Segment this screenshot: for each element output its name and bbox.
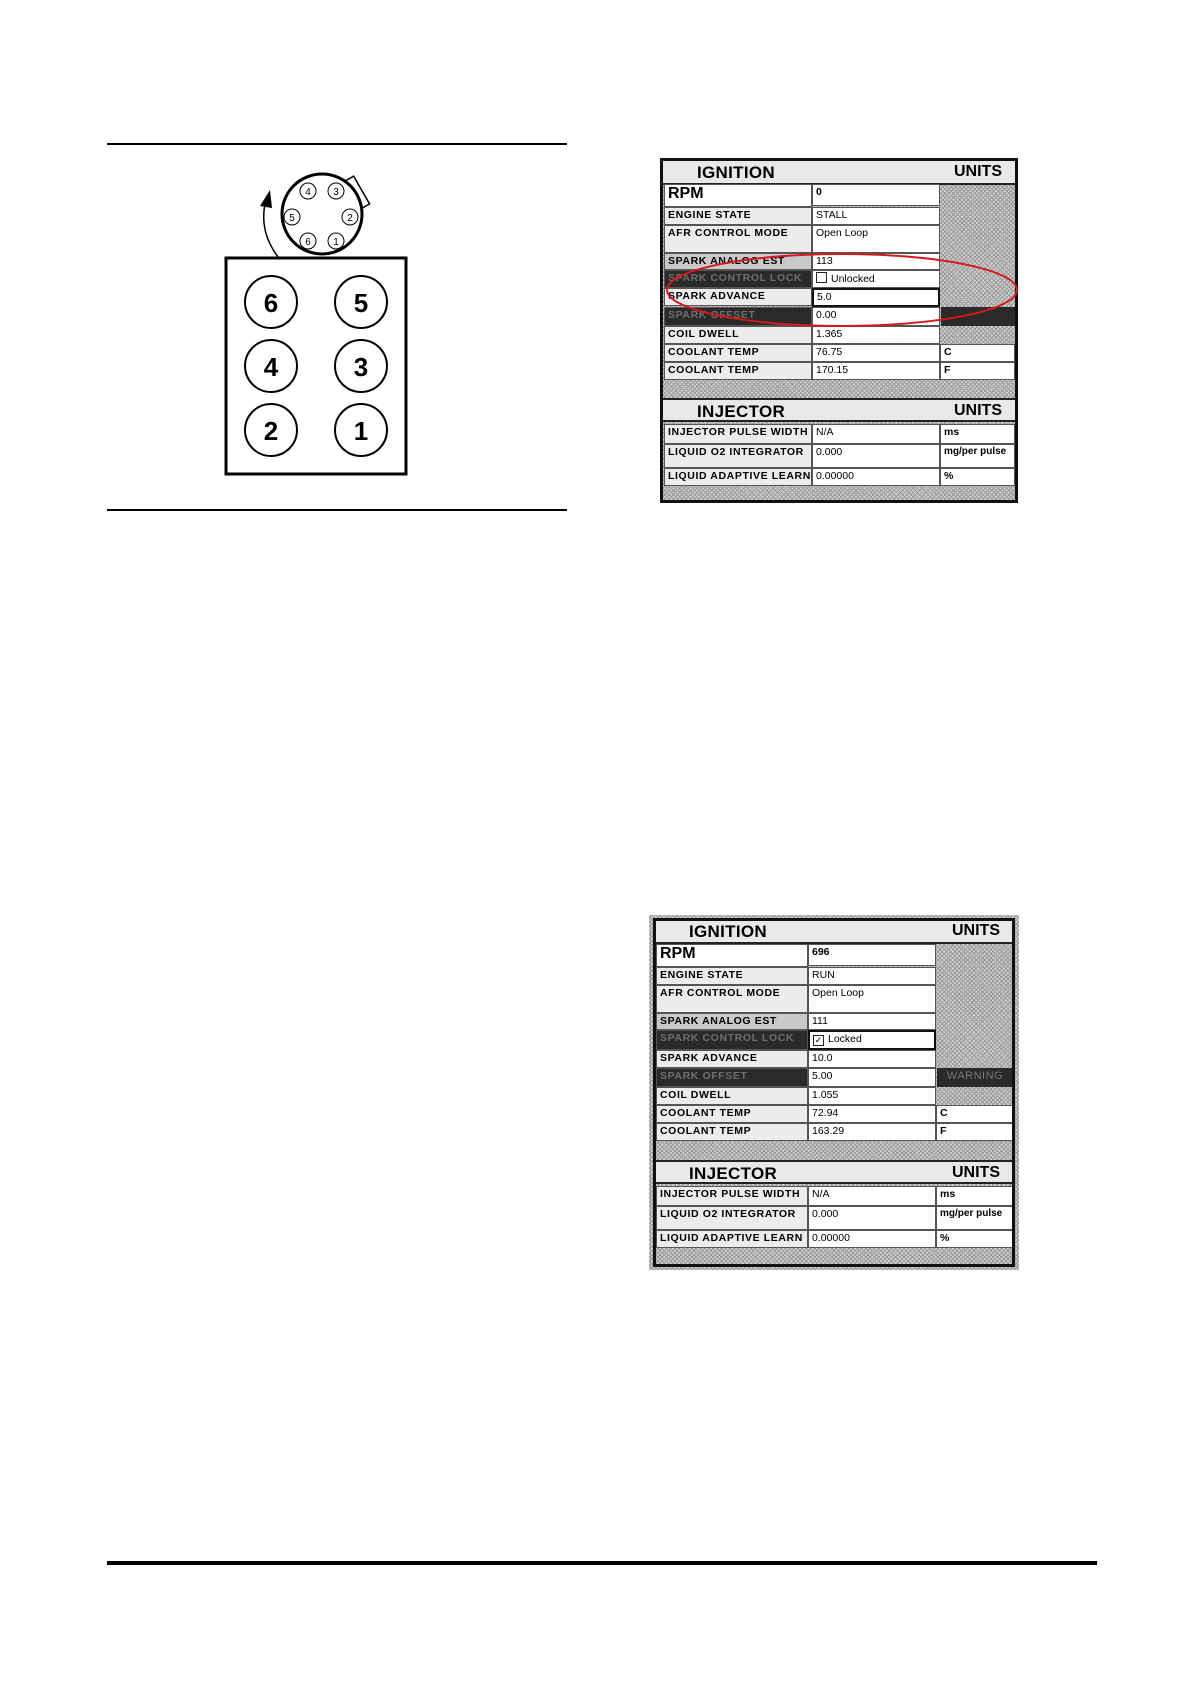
coolant-temp-f-unit: F bbox=[940, 362, 1015, 380]
coil-dwell-label: COIL DWELL bbox=[656, 1087, 808, 1105]
engine-state-value: STALL bbox=[812, 207, 940, 225]
top-rule-left bbox=[107, 143, 567, 145]
cylinder-label: 6 bbox=[263, 288, 279, 318]
coolant-temp-c-label: COOLANT TEMP bbox=[656, 1105, 808, 1123]
cylinder-label: 1 bbox=[353, 416, 369, 446]
spark-advance-label: SPARK ADVANCE bbox=[664, 288, 812, 306]
coil-dwell-label: COIL DWELL bbox=[664, 326, 812, 344]
cylinder-label: 4 bbox=[263, 352, 279, 382]
units-title: UNITS bbox=[952, 922, 1000, 939]
spark-advance-value[interactable]: 10.0 bbox=[808, 1050, 936, 1068]
lock-state-text: Unlocked bbox=[831, 273, 875, 285]
injector-units-title: UNITS bbox=[952, 1164, 1000, 1181]
coolant-temp-f-value: 170.15 bbox=[812, 362, 940, 380]
rpm-label: RPM bbox=[664, 184, 812, 207]
terminal-label: 3 bbox=[333, 187, 339, 198]
rpm-label: RPM bbox=[656, 944, 808, 967]
panel-border bbox=[653, 918, 1015, 1267]
injector-title: INJECTOR bbox=[689, 1164, 778, 1183]
panel-border bbox=[660, 158, 1018, 503]
afr-control-mode-label: AFR CONTROL MODE bbox=[664, 225, 812, 253]
ignition-title: IGNITION bbox=[689, 922, 767, 941]
coolant-temp-f-unit: F bbox=[936, 1123, 1013, 1141]
coil-dwell-value: 1.055 bbox=[808, 1087, 936, 1105]
liquid-adaptive-learn-value: 0.00000 bbox=[808, 1230, 936, 1248]
cylinder-label: 5 bbox=[353, 288, 369, 318]
terminal-label: 1 bbox=[333, 237, 339, 248]
page-footer-rule bbox=[107, 1561, 1097, 1565]
liquid-adaptive-learn-label: LIQUID ADAPTIVE LEARN bbox=[664, 468, 812, 486]
injector-units-title: UNITS bbox=[954, 402, 1002, 419]
spark-control-lock-label: SPARK CONTROL LOCK bbox=[664, 270, 812, 288]
afr-control-mode-value: Open Loop bbox=[812, 225, 940, 253]
spark-offset-value: 5.00 bbox=[808, 1068, 936, 1087]
afr-control-mode-value: Open Loop bbox=[808, 985, 936, 1013]
spark-analog-est-label: SPARK ANALOG EST bbox=[664, 253, 812, 270]
afr-control-mode-label: AFR CONTROL MODE bbox=[656, 985, 808, 1013]
rpm-value: 696 bbox=[808, 944, 936, 966]
highlight-ellipse bbox=[660, 250, 1040, 330]
rotation-arrow-icon bbox=[264, 200, 278, 257]
injector-title: INJECTOR bbox=[697, 402, 786, 421]
liquid-o2-integrator-label: LIQUID O2 INTEGRATOR bbox=[656, 1206, 808, 1230]
liquid-o2-integrator-value: 0.000 bbox=[812, 444, 940, 468]
injector-pulse-width-value: N/A bbox=[812, 424, 940, 444]
terminal-label: 6 bbox=[305, 237, 311, 248]
spark-analog-est-value: 111 bbox=[808, 1013, 936, 1030]
rotation-arrowhead-icon bbox=[260, 190, 272, 208]
lock-state-text: Locked bbox=[828, 1033, 862, 1045]
coolant-temp-c-value: 72.94 bbox=[808, 1105, 936, 1123]
coolant-temp-f-label: COOLANT TEMP bbox=[664, 362, 812, 380]
coolant-temp-c-unit: C bbox=[936, 1105, 1013, 1123]
spark-advance-value[interactable]: 5.0 bbox=[812, 288, 940, 307]
injector-pulse-width-unit: ms bbox=[940, 424, 1015, 444]
engine-state-label: ENGINE STATE bbox=[664, 207, 812, 225]
liquid-adaptive-learn-unit: % bbox=[936, 1230, 1013, 1248]
coolant-temp-c-label: COOLANT TEMP bbox=[664, 344, 812, 362]
scan-panel-stall bbox=[660, 158, 1018, 503]
ignition-title: IGNITION bbox=[697, 163, 775, 182]
liquid-adaptive-learn-unit: % bbox=[940, 468, 1015, 486]
spark-control-lock-label: SPARK CONTROL LOCK bbox=[656, 1030, 808, 1050]
liquid-adaptive-learn-label: LIQUID ADAPTIVE LEARN bbox=[656, 1230, 808, 1248]
lock-checkbox-checked[interactable]: ✓ bbox=[814, 1035, 823, 1045]
spark-offset-value: 0.00 bbox=[812, 307, 940, 326]
liquid-o2-integrator-value: 0.000 bbox=[808, 1206, 936, 1230]
engine-state-value: RUN bbox=[808, 967, 936, 985]
coolant-temp-f-value: 163.29 bbox=[808, 1123, 936, 1141]
liquid-o2-integrator-unit: mg/per pulse bbox=[936, 1206, 1013, 1230]
spark-analog-est-value: 113 bbox=[812, 253, 940, 270]
cylinder-label: 2 bbox=[263, 416, 279, 446]
liquid-o2-integrator-label: LIQUID O2 INTEGRATOR bbox=[664, 444, 812, 468]
coolant-temp-c-unit: C bbox=[940, 344, 1015, 362]
terminal-label: 5 bbox=[289, 213, 295, 224]
bottom-rule-left bbox=[107, 509, 567, 511]
cylinder-label: 3 bbox=[353, 352, 369, 382]
injector-pulse-width-label: INJECTOR PULSE WIDTH bbox=[664, 424, 812, 444]
coolant-temp-c-value: 76.75 bbox=[812, 344, 940, 362]
terminal-label: 2 bbox=[347, 213, 353, 224]
scan-panel-run bbox=[649, 915, 1019, 1270]
injector-pulse-width-value: N/A bbox=[808, 1186, 936, 1206]
rpm-value: 0 bbox=[812, 184, 940, 206]
injector-pulse-width-label: INJECTOR PULSE WIDTH bbox=[656, 1186, 808, 1206]
spark-analog-est-label: SPARK ANALOG EST bbox=[656, 1013, 808, 1030]
liquid-o2-integrator-unit: mg/per pulse bbox=[940, 444, 1015, 468]
spark-advance-label: SPARK ADVANCE bbox=[656, 1050, 808, 1068]
spark-offset-warning: WARNING bbox=[937, 1068, 1013, 1087]
coolant-temp-f-label: COOLANT TEMP bbox=[656, 1123, 808, 1141]
injector-pulse-width-unit: ms bbox=[936, 1186, 1013, 1206]
spark-offset-label: SPARK OFFSET bbox=[664, 307, 812, 326]
terminal-label: 4 bbox=[305, 187, 311, 198]
cylinder-diagram bbox=[210, 162, 420, 482]
coil-dwell-value: 1.365 bbox=[812, 326, 940, 344]
liquid-adaptive-learn-value: 0.00000 bbox=[812, 468, 940, 486]
spark-offset-label: SPARK OFFSET bbox=[656, 1068, 808, 1087]
engine-state-label: ENGINE STATE bbox=[656, 967, 808, 985]
units-title: UNITS bbox=[954, 163, 1002, 180]
